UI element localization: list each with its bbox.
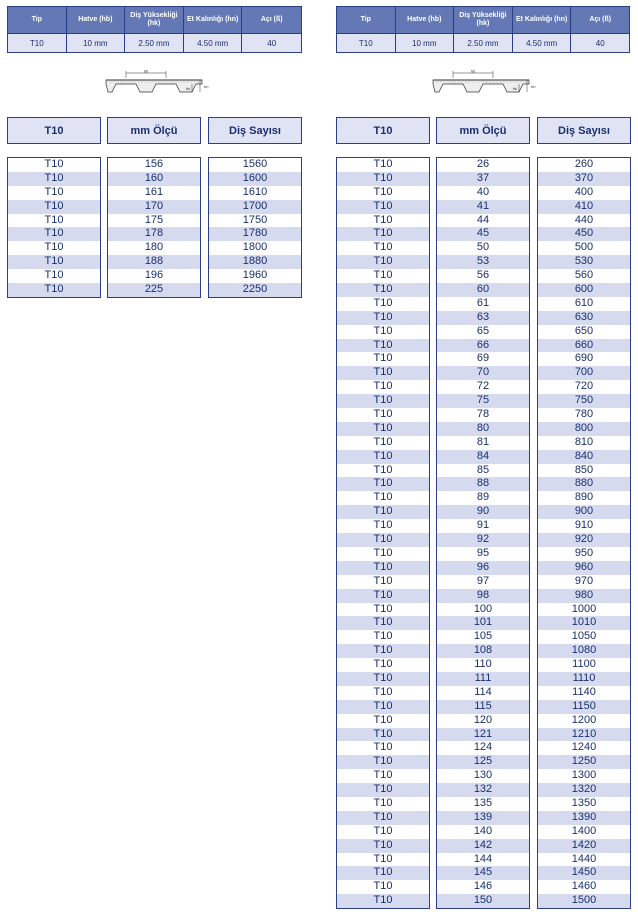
- belt-profile-diagram-right: [431, 68, 536, 106]
- table-cell-type: T10: [373, 602, 393, 615]
- table-cell-mm: 96: [437, 561, 529, 575]
- table-cell-type: T10: [373, 435, 393, 448]
- right-column-mm: [436, 157, 530, 909]
- table-cell-teeth: 1210: [538, 728, 630, 742]
- table-cell-teeth: 1110: [538, 672, 630, 686]
- belt-profile-diagram-left: [104, 68, 209, 106]
- table-cell-type: T10: [337, 644, 429, 658]
- table-cell-mm: 125: [437, 755, 529, 769]
- table-cell-teeth: 1800: [242, 241, 268, 254]
- table-cell-teeth: 1000: [571, 602, 597, 615]
- table-cell-mm: 60: [437, 283, 529, 297]
- table-cell-teeth: 1450: [538, 866, 630, 880]
- table-cell-teeth: 910: [574, 519, 594, 532]
- table-cell-type: T10: [337, 783, 429, 797]
- table-cell-mm: 175: [144, 213, 164, 226]
- table-cell-mm: 139: [437, 811, 529, 825]
- table-cell-teeth: 260: [574, 158, 594, 170]
- table-cell-mm: 144: [473, 852, 493, 865]
- table-cell-mm: 81: [476, 435, 490, 448]
- table-cell-type: T10: [373, 824, 393, 837]
- table-cell-teeth: 880: [538, 477, 630, 491]
- diagram-label-pitch: hb: [470, 68, 476, 74]
- spec-value-pitch: 10 mm: [395, 34, 454, 53]
- diagram-label-pitch: hb: [143, 68, 149, 74]
- table-cell-type: T10: [373, 213, 393, 226]
- table-cell-mm: 70: [437, 366, 529, 380]
- table-cell-mm: 121: [437, 728, 529, 742]
- table-cell-teeth: 650: [574, 324, 594, 337]
- right-column-teeth: [537, 157, 631, 909]
- table-cell-type: T10: [373, 408, 393, 421]
- table-cell-type: T10: [44, 185, 64, 198]
- spec-table-left: [7, 6, 302, 53]
- table-cell-type: T10: [8, 255, 100, 269]
- table-cell-type: T10: [8, 283, 100, 297]
- spec-value-tooth-height: 2.50 mm: [125, 34, 184, 53]
- spec-header-belt-thickness: Et Kalınlığı (hn): [183, 7, 242, 34]
- table-cell-mm: 97: [476, 574, 490, 587]
- table-cell-teeth: 1200: [571, 713, 597, 726]
- table-cell-type: T10: [337, 450, 429, 464]
- spec-value-pitch: 10 mm: [66, 34, 125, 53]
- spec-table-right: [336, 6, 630, 53]
- table-cell-type: T10: [337, 283, 429, 297]
- table-cell-mm: 146: [473, 880, 493, 893]
- table-cell-mm: 156: [144, 158, 164, 170]
- table-cell-teeth: 1100: [572, 658, 596, 671]
- table-cell-mm: 66: [437, 339, 529, 353]
- diagram-label-belt-thickness: hn: [531, 84, 536, 89]
- table-cell-teeth: 1780: [209, 227, 301, 241]
- table-cell-type: T10: [373, 852, 393, 865]
- table-cell-teeth: 1610: [242, 185, 268, 198]
- table-cell-type: T10: [373, 491, 393, 504]
- table-cell-type: T10: [373, 574, 393, 587]
- table-cell-type: T10: [337, 616, 429, 630]
- table-cell-type: T10: [373, 880, 393, 893]
- table-cell-teeth: 1320: [538, 783, 630, 797]
- table-cell-type: T10: [373, 185, 393, 198]
- spec-header-tooth-height: Diş Yüksekliği (hk): [454, 7, 513, 34]
- spec-header-pitch: Hatve (hb): [395, 7, 454, 34]
- spec-value-tooth-height: 2.50 mm: [454, 34, 513, 53]
- table-cell-teeth: 1500: [538, 894, 630, 908]
- table-cell-mm: 196: [144, 269, 164, 282]
- table-cell-type: T10: [8, 227, 100, 241]
- table-cell-mm: 92: [437, 533, 529, 547]
- left-column-mm: [107, 157, 201, 298]
- table-cell-mm: 65: [476, 324, 490, 337]
- table-cell-teeth: 1600: [209, 172, 301, 186]
- table-cell-type: T10: [337, 505, 429, 519]
- table-cell-type: T10: [373, 158, 393, 170]
- table-cell-teeth: 980: [538, 589, 630, 603]
- table-cell-type: T10: [44, 158, 64, 170]
- table-cell-type: T10: [337, 728, 429, 742]
- table-cell-type: T10: [337, 811, 429, 825]
- table-cell-teeth: 1460: [571, 880, 597, 893]
- table-cell-teeth: 890: [574, 491, 594, 504]
- table-cell-type: T10: [373, 519, 393, 532]
- table-cell-mm: 88: [437, 477, 529, 491]
- table-cell-teeth: 1150: [538, 700, 630, 714]
- right-header-type: T10: [336, 117, 430, 144]
- table-cell-teeth: 630: [538, 311, 630, 325]
- table-cell-mm: 78: [476, 408, 490, 421]
- table-cell-type: T10: [373, 658, 393, 671]
- table-cell-type: T10: [44, 213, 64, 226]
- table-cell-mm: 63: [437, 311, 529, 325]
- table-cell-type: T10: [373, 269, 393, 282]
- table-cell-teeth: 610: [574, 296, 594, 309]
- table-cell-type: T10: [44, 269, 64, 282]
- table-cell-mm: 101: [437, 616, 529, 630]
- spec-value-type: T10: [337, 34, 396, 53]
- table-cell-mm: 26: [476, 158, 490, 170]
- table-cell-type: T10: [373, 713, 393, 726]
- spec-value-angle: 40: [242, 34, 302, 53]
- table-cell-mm: 61: [476, 296, 490, 309]
- table-cell-mm: 85: [476, 463, 490, 476]
- table-cell-teeth: 370: [538, 172, 630, 186]
- table-cell-type: T10: [337, 700, 429, 714]
- table-cell-type: T10: [373, 296, 393, 309]
- table-cell-mm: 40: [476, 185, 490, 198]
- table-cell-mm: 100: [473, 602, 493, 615]
- spec-header-tooth-height: Diş Yüksekliği (hk): [125, 7, 184, 34]
- table-cell-teeth: 1300: [571, 769, 597, 782]
- table-cell-mm: 180: [144, 241, 164, 254]
- table-cell-type: T10: [373, 463, 393, 476]
- table-cell-type: T10: [337, 561, 429, 575]
- table-cell-mm: 44: [476, 213, 490, 226]
- diagram-label-tooth-height: hk: [512, 86, 517, 91]
- table-cell-teeth: 560: [574, 269, 594, 282]
- table-cell-teeth: 1400: [571, 824, 597, 837]
- left-header-teeth: Diş Sayısı: [208, 117, 302, 144]
- table-cell-mm: 142: [437, 839, 529, 853]
- spec-value-belt-thickness: 4.50 mm: [183, 34, 242, 53]
- table-cell-mm: 170: [108, 200, 200, 214]
- table-cell-type: T10: [373, 324, 393, 337]
- table-cell-teeth: 1390: [538, 811, 630, 825]
- table-cell-teeth: 920: [538, 533, 630, 547]
- table-cell-type: T10: [44, 241, 64, 254]
- table-cell-mm: 188: [108, 255, 200, 269]
- table-cell-mm: 115: [437, 700, 529, 714]
- left-header-type: T10: [7, 117, 101, 144]
- spec-value-type: T10: [8, 34, 67, 53]
- table-cell-teeth: 1960: [242, 269, 268, 282]
- table-cell-mm: 114: [474, 685, 492, 698]
- table-cell-mm: 53: [437, 255, 529, 269]
- table-cell-teeth: 700: [538, 366, 630, 380]
- table-cell-mm: 140: [473, 824, 493, 837]
- table-cell-teeth: 410: [538, 200, 630, 214]
- table-cell-teeth: 1880: [209, 255, 301, 269]
- table-cell-mm: 105: [473, 630, 493, 643]
- table-cell-teeth: 600: [538, 283, 630, 297]
- spec-value-angle: 40: [571, 34, 630, 53]
- table-cell-type: T10: [337, 394, 429, 408]
- table-cell-type: T10: [337, 894, 429, 908]
- diagram-label-tooth-height: hk: [185, 86, 190, 91]
- table-cell-teeth: 530: [538, 255, 630, 269]
- table-cell-mm: 108: [437, 644, 529, 658]
- table-cell-teeth: 1050: [571, 630, 597, 643]
- table-cell-teeth: 400: [574, 185, 594, 198]
- table-cell-teeth: 440: [574, 213, 594, 226]
- spec-header-angle: Açı (ß): [242, 7, 302, 34]
- table-cell-type: T10: [337, 866, 429, 880]
- table-cell-teeth: 690: [574, 352, 594, 365]
- table-cell-teeth: 450: [538, 227, 630, 241]
- diagram-label-belt-thickness: hn: [204, 84, 209, 89]
- table-cell-type: T10: [337, 839, 429, 853]
- table-cell-teeth: 1010: [538, 616, 630, 630]
- table-cell-teeth: 970: [574, 574, 594, 587]
- table-cell-mm: 178: [108, 227, 200, 241]
- table-cell-type: T10: [373, 741, 393, 754]
- table-cell-teeth: 900: [538, 505, 630, 519]
- table-cell-type: T10: [337, 477, 429, 491]
- table-cell-teeth: 1560: [242, 158, 268, 170]
- table-cell-mm: 89: [476, 491, 490, 504]
- table-cell-type: T10: [373, 769, 393, 782]
- table-cell-mm: 72: [476, 380, 490, 393]
- table-cell-mm: 150: [437, 894, 529, 908]
- spec-header-pitch: Hatve (hb): [66, 7, 125, 34]
- table-cell-mm: 124: [473, 741, 493, 754]
- table-cell-type: T10: [337, 422, 429, 436]
- table-cell-mm: 80: [437, 422, 529, 436]
- table-cell-type: T10: [337, 255, 429, 269]
- table-cell-mm: 37: [437, 172, 529, 186]
- table-cell-teeth: 1250: [538, 755, 630, 769]
- table-cell-type: T10: [337, 672, 429, 686]
- table-cell-type: T10: [373, 546, 393, 559]
- table-cell-teeth: 850: [574, 463, 594, 476]
- table-cell-teeth: 750: [538, 394, 630, 408]
- table-cell-mm: 69: [476, 352, 490, 365]
- table-cell-teeth: 1080: [538, 644, 630, 658]
- table-cell-mm: 110: [474, 658, 492, 671]
- table-cell-teeth: 1420: [538, 839, 630, 853]
- table-cell-type: T10: [373, 796, 393, 809]
- table-cell-mm: 130: [473, 769, 493, 782]
- table-cell-teeth: 960: [538, 561, 630, 575]
- table-cell-type: T10: [337, 200, 429, 214]
- table-cell-mm: 90: [437, 505, 529, 519]
- table-cell-mm: 75: [437, 394, 529, 408]
- table-cell-teeth: 1140: [572, 685, 596, 698]
- left-column-teeth: [208, 157, 302, 298]
- table-cell-teeth: 720: [574, 380, 594, 393]
- table-cell-mm: 91: [476, 519, 490, 532]
- table-cell-teeth: 1440: [571, 852, 597, 865]
- table-cell-mm: 145: [437, 866, 529, 880]
- table-cell-teeth: 840: [538, 450, 630, 464]
- table-cell-teeth: 1700: [209, 200, 301, 214]
- spec-header-belt-thickness: Et Kalınlığı (hn): [512, 7, 571, 34]
- table-cell-type: T10: [8, 172, 100, 186]
- table-cell-mm: 95: [476, 546, 490, 559]
- right-header-mm: mm Ölçü: [436, 117, 530, 144]
- table-cell-mm: 41: [437, 200, 529, 214]
- table-cell-mm: 111: [437, 672, 529, 686]
- table-cell-mm: 132: [437, 783, 529, 797]
- table-cell-type: T10: [337, 311, 429, 325]
- table-cell-teeth: 1240: [571, 741, 597, 754]
- right-header-teeth: Diş Sayısı: [537, 117, 631, 144]
- table-cell-type: T10: [337, 227, 429, 241]
- table-cell-type: T10: [337, 589, 429, 603]
- table-cell-teeth: 800: [538, 422, 630, 436]
- spec-header-type: Tip: [337, 7, 396, 34]
- table-cell-mm: 56: [476, 269, 490, 282]
- table-cell-type: T10: [373, 241, 393, 254]
- table-cell-mm: 84: [437, 450, 529, 464]
- left-header-mm: mm Ölçü: [107, 117, 201, 144]
- table-cell-mm: 50: [476, 241, 490, 254]
- table-cell-type: T10: [337, 366, 429, 380]
- table-cell-teeth: 1750: [242, 213, 268, 226]
- table-cell-type: T10: [373, 685, 393, 698]
- table-cell-mm: 161: [144, 185, 164, 198]
- table-cell-type: T10: [337, 339, 429, 353]
- table-cell-type: T10: [337, 533, 429, 547]
- table-cell-mm: 45: [437, 227, 529, 241]
- table-cell-teeth: 780: [574, 408, 594, 421]
- table-cell-teeth: 2250: [209, 283, 301, 297]
- table-cell-type: T10: [8, 200, 100, 214]
- left-column-type: [7, 157, 101, 298]
- table-cell-teeth: 660: [538, 339, 630, 353]
- spec-value-belt-thickness: 4.50 mm: [512, 34, 571, 53]
- right-column-type: [336, 157, 430, 909]
- spec-header-type: Tip: [8, 7, 67, 34]
- table-cell-mm: 160: [108, 172, 200, 186]
- table-cell-mm: 120: [473, 713, 493, 726]
- table-cell-mm: 98: [437, 589, 529, 603]
- table-cell-type: T10: [337, 172, 429, 186]
- table-cell-type: T10: [373, 380, 393, 393]
- table-cell-type: T10: [337, 755, 429, 769]
- table-cell-mm: 135: [473, 796, 493, 809]
- table-cell-type: T10: [373, 352, 393, 365]
- table-cell-teeth: 810: [574, 435, 594, 448]
- table-cell-teeth: 950: [574, 546, 594, 559]
- table-cell-teeth: 500: [574, 241, 594, 254]
- table-cell-mm: 225: [108, 283, 200, 297]
- spec-header-angle: Açı (ß): [571, 7, 630, 34]
- table-cell-type: T10: [373, 630, 393, 643]
- table-cell-teeth: 1350: [571, 796, 597, 809]
